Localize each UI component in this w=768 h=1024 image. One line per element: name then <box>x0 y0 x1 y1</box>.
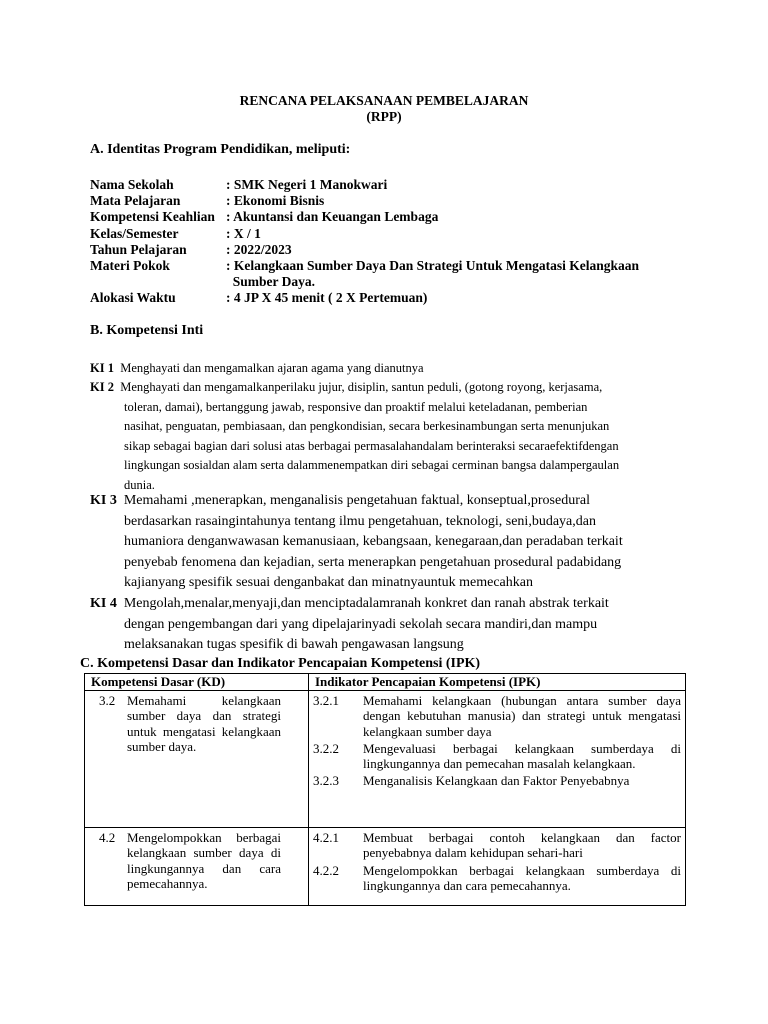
ki-label: KI 3 <box>90 493 117 508</box>
identity-label: Tahun Pelajaran <box>90 241 187 257</box>
kd-number: 3.2 <box>99 693 116 708</box>
ki-2-block <box>90 378 675 496</box>
ipk-number: 3.2.2 <box>313 740 339 756</box>
identity-row <box>90 177 686 193</box>
section-a-heading: A. Identitas Program Pendidikan, meliputi: <box>90 142 351 157</box>
ki-text: Mengolah,menalar,menyaji,dan menciptadalamranah konkret dan ranah abstrak terkait <box>123 596 609 611</box>
ki-line: lingkungan sosialdan alam serta dalammenempatkan diri sebagai cerminan bangsa dalampergaulan <box>124 458 620 473</box>
ipk-number: 4.2.2 <box>313 862 339 878</box>
identity-label: Mata Pelajaran <box>90 193 181 209</box>
ipk-item <box>313 741 681 772</box>
ki-label: KI 2 <box>90 380 114 394</box>
ipk-item <box>313 830 681 861</box>
ipk-number: 3.2.3 <box>313 773 339 789</box>
ki-line: sikap sebagai bagian dari solusi atas berbagai permasalahandalam berinteraksi secaraefektifdengan <box>124 438 619 453</box>
table-header-row <box>85 674 686 691</box>
kd-text: Memahami kelangkaan sumber daya dan strategi untuk mengatasi kelangkaan sumber daya. <box>127 693 281 754</box>
kd-cell <box>85 828 309 906</box>
ipk-text: Menganalisis Kelangkaan dan Faktor Penyebabnya <box>363 773 630 789</box>
identity-value: Sumber Daya. <box>226 274 316 290</box>
ipk-number: 3.2.1 <box>313 693 339 708</box>
ipk-cell <box>309 828 686 906</box>
identity-list <box>90 177 686 307</box>
ipk-item <box>313 693 681 739</box>
ipk-text: Mengevaluasi berbagai kelangkaan sumberdaya di lingkungannya dan pemecahan masalah kelangkaan. <box>363 740 681 772</box>
identity-value: : SMK Negeri 1 Manokwari <box>226 177 388 192</box>
ki-line: dunia. <box>124 477 155 492</box>
kd-ipk-table <box>84 673 686 906</box>
identity-value: : Kelangkaan Sumber Daya Dan Strategi Untuk Mengatasi Kelangkaan <box>226 258 640 274</box>
ki-text: Memahami ,menerapkan, menganalisis pengetahuan faktual, konseptual,prosedural <box>123 493 590 508</box>
kd-number: 4.2 <box>99 830 116 845</box>
identity-row <box>90 258 686 274</box>
ki-line: berdasarkan rasaingintahunya tentang ilmu pengetahuan, teknologi, seni,budaya,dan <box>124 513 596 529</box>
ki-text: Menghayati dan mengamalkanperilaku jujur, disiplin, santun peduli, (gotong royong, kerjasama, <box>120 380 603 394</box>
ipk-text: Mengelompokkan berbagai kelangkaan sumberdaya di lingkungannya dan cara pemecahannya. <box>363 862 681 893</box>
identity-value: : Ekonomi Bisnis <box>226 193 325 209</box>
ki-line: penyebab fenomena dan kejadian, serta menerapkan pengetahuan prosedural padabidang <box>124 554 622 570</box>
identity-label: Kelas/Semester <box>90 225 179 241</box>
ki-line: toleran, damai), bertanggung jawab, responsive dan proaktif melalui keteladanan, pemberian <box>124 399 588 414</box>
identity-row <box>90 274 686 290</box>
identity-label: Alokasi Waktu <box>90 290 176 306</box>
identity-value: : X / 1 <box>226 225 261 241</box>
ki-label: KI 4 <box>90 596 117 611</box>
ki-3-block <box>90 491 675 594</box>
ki-1-block <box>90 359 675 379</box>
identity-row <box>90 226 686 242</box>
ipk-item <box>313 773 681 788</box>
identity-row <box>90 242 686 258</box>
kd-column-header: Kompetensi Dasar (KD) <box>85 674 309 691</box>
ki-line: kajianyang spesifik sesuai denganbakat dan minatnyauntuk memecahkan <box>124 575 533 590</box>
ki-line: melaksanakan tugas spesifik di bawah pengawasan langsung <box>124 637 464 652</box>
identity-value: : Akuntansi dan Keuangan Lembaga <box>226 209 439 225</box>
ipk-text: Membuat berbagai contoh kelangkaan dan factor penyebabnya dalam kehidupan sehari-hari <box>363 830 681 861</box>
identity-label: Kompetensi Keahlian <box>90 209 215 225</box>
identity-label: Nama Sekolah <box>90 177 174 192</box>
ipk-text: Memahami kelangkaan (hubungan antara sumber daya dengan kebutuhan manusia) dan strategi untuk mengatasi kelangkaan sumber daya <box>363 693 681 739</box>
identity-value: : 4 JP X 45 menit ( 2 X Pertemuan) <box>226 290 428 306</box>
identity-value: : 2022/2023 <box>226 241 292 257</box>
ki-line: humaniora denganwawasan kemanusiaan, kebangsaan, kenegaraan,dan peradaban terkait <box>124 534 623 549</box>
ipk-number: 4.2.1 <box>313 830 339 845</box>
ki-label: KI 1 <box>90 361 114 375</box>
document-title: RENCANA PELAKSANAAN PEMBELAJARAN <box>239 93 529 108</box>
document-subtitle: (RPP) <box>366 109 402 124</box>
section-c-heading: C. Kompetensi Dasar dan Indikator Pencapaian Kompetensi (IPK) <box>80 656 481 671</box>
ipk-item <box>313 863 681 894</box>
section-b-heading: B. Kompetensi Inti <box>90 323 204 338</box>
table-row <box>85 828 686 906</box>
ipk-column-header: Indikator Pencapaian Kompetensi (IPK) <box>309 674 686 691</box>
kd-cell <box>85 691 309 828</box>
identity-label: Materi Pokok <box>90 258 170 274</box>
ki-text: Menghayati dan mengamalkan ajaran agama yang dianutnya <box>120 361 424 375</box>
ki-line: nasihat, penguatan, pembiasaan, dan pengkondisian, secara berkesinambungan serta menunjukan <box>124 419 610 434</box>
identity-label <box>90 274 226 290</box>
ipk-cell <box>309 691 686 828</box>
identity-row <box>90 193 686 209</box>
kd-text: Mengelompokkan berbagai kelangkaan sumber daya di lingkungannya dan cara pemecahannya. <box>127 830 281 891</box>
ki-line: dengan pengembangan dari yang dipelajarinyadi sekolah secara mandiri,dan mampu <box>124 616 598 632</box>
ki-4-block <box>90 594 675 656</box>
table-row <box>85 691 686 828</box>
identity-row <box>90 209 686 225</box>
identity-row <box>90 290 686 306</box>
